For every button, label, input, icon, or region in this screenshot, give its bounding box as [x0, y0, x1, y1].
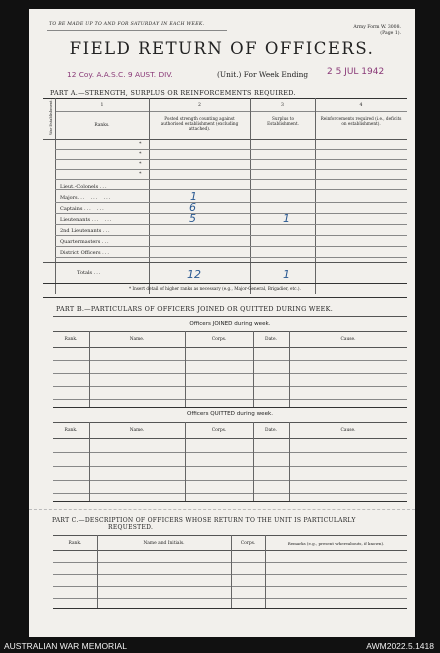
row-rule [53, 586, 407, 587]
col-line [149, 98, 150, 294]
posted-header: Posted strength counting against authorised establishment (excluding attached). [160, 116, 239, 131]
joined-title: Officers JOINED during week. [189, 321, 271, 327]
star-marker: * [139, 161, 142, 167]
rank-captains: Captains ... ... [60, 206, 105, 212]
unit-stamp: 12 Coy. A.A.S.C. 9 AUST. DIV. [67, 70, 173, 79]
partc-col-name: Name and Initials. [143, 541, 185, 546]
row-rule [55, 224, 407, 225]
joined-col-rank: Rank. [64, 337, 78, 342]
col-number: 2 [198, 103, 201, 108]
quitted-bottom-rule [53, 501, 407, 502]
partc-col-remarks: Remarks (e.g., present whereabouts, if known). [287, 541, 385, 546]
form-id [353, 25, 401, 37]
row-rule [53, 466, 407, 467]
rank-lieutenants: Lieutenants ... ... [60, 217, 113, 223]
joined-col-cause: Cause. [340, 337, 356, 342]
star-marker: * [139, 151, 142, 157]
part-c-top-rule [53, 535, 407, 536]
unit-label: (Unit.) For Week Ending [217, 70, 309, 79]
partc-col-corps: Corps. [240, 541, 256, 546]
footer-credit: AUSTRALIAN WAR MEMORIAL [4, 641, 127, 651]
posted-lieutenants: 5 [189, 212, 196, 225]
joined-col-name: Name. [129, 337, 145, 342]
part-c-heading: PART C.—DESCRIPTION OF OFFICERS WHOSE RETURN TO THE UNIT IS PARTICULARLY [52, 517, 356, 524]
form-number: Army Form W. 3008. [353, 25, 401, 30]
joined-col-date: Date. [265, 337, 277, 342]
fold-line [29, 509, 415, 510]
col-line [231, 535, 232, 608]
partc-header-rule [53, 550, 407, 551]
part-a-end-rule [43, 297, 407, 298]
col-number: 4 [359, 103, 363, 108]
header-bottom-rule [43, 139, 407, 140]
war-establishment-label: War Establishment. [49, 99, 53, 135]
rank-district-officers: District Officers ... [60, 250, 110, 256]
colnum-rule [55, 111, 407, 112]
row-rule [53, 386, 407, 387]
row-rule [55, 159, 407, 160]
surplus-lieutenants: 1 [283, 212, 290, 225]
posted-total: 12 [187, 268, 201, 281]
col-line [253, 331, 254, 407]
col-line [89, 331, 90, 407]
rank-label: District Officers [60, 250, 101, 256]
star-marker: * [139, 141, 142, 147]
quitted-col-cause: Cause. [340, 428, 356, 433]
col-number: 1 [100, 103, 104, 108]
quitted-col-rank: Rank. [64, 428, 78, 433]
header-rule [47, 30, 227, 31]
rank-label: 2nd Lieutenants [60, 228, 102, 234]
quitted-header-rule [53, 438, 407, 439]
quitted-title: Officers QUITTED during week. [186, 411, 274, 417]
ranks-header: Ranks. [94, 123, 110, 128]
archive-footer [0, 640, 440, 653]
row-rule [55, 257, 407, 258]
quitted-col-name: Name. [129, 428, 145, 433]
rank-label: Majors [60, 195, 78, 201]
date-stamp: 2 5 JUL 1942 [327, 67, 385, 77]
col-line [265, 535, 266, 608]
col-line [89, 422, 90, 501]
totals-bottom-rule [43, 283, 407, 284]
row-rule [55, 149, 407, 150]
star-marker: * [139, 171, 142, 177]
row-rule [55, 213, 407, 214]
row-rule [53, 373, 407, 374]
row-rule [55, 189, 407, 190]
rank-label: Lieutenants [60, 217, 91, 223]
col-line [185, 331, 186, 407]
rank-majors: Majors... ... ... [60, 195, 112, 201]
row-rule [55, 179, 407, 180]
col-line [315, 98, 316, 294]
row-rule [53, 562, 407, 563]
col-line [97, 535, 98, 608]
col-line [250, 98, 251, 294]
part-c-heading-2: REQUESTED. [108, 524, 154, 531]
surplus-total: 1 [283, 268, 290, 281]
posted-majors: 1 [190, 190, 197, 203]
rank-label: Quartermasters [60, 239, 101, 245]
part-a-top-rule [43, 98, 407, 99]
rank-quartermasters: Quartermasters ... [60, 239, 110, 245]
col-line [289, 331, 290, 407]
rank-label: Captains [60, 206, 83, 212]
form-title: FIELD RETURN OF OFFICERS. [69, 39, 375, 58]
rank-label: Lieut.-Colonels [60, 184, 99, 190]
row-rule [53, 399, 407, 400]
totals-text: Totals [77, 270, 93, 276]
row-rule [53, 493, 407, 494]
row-rule [53, 452, 407, 453]
totals-top-rule [43, 262, 407, 263]
page-number: (Page 1). [380, 31, 401, 36]
quitted-top-rule [53, 422, 407, 423]
instruction-text: TO BE MADE UP TO AND FOR SATURDAY IN EACH WEEK. [49, 22, 205, 27]
quitted-col-date: Date. [265, 428, 277, 433]
col-line [253, 422, 254, 501]
row-rule [55, 235, 407, 236]
row-rule [53, 598, 407, 599]
surplus-header: Surplus to Establishment. [267, 116, 299, 126]
reinforcements-header: Reinforcements required (i.e., deficits on establishment). [320, 116, 402, 126]
col-line [185, 422, 186, 501]
col-number: 3 [281, 103, 284, 108]
row-rule [53, 574, 407, 575]
footer-accession: AWM2022.5.1418 [366, 641, 434, 651]
part-a-footnote: * Insert detail of higher ranks as necessary (e.g., Major-General, Brigadier, etc.). [129, 286, 301, 291]
col-line [289, 422, 290, 501]
posted-captains: 6 [189, 201, 196, 214]
row-rule [53, 360, 407, 361]
joined-bottom-rule [53, 407, 407, 408]
part-b-rule [53, 316, 407, 317]
quitted-col-corps: Corps. [211, 428, 227, 433]
partc-col-rank: Rank. [68, 541, 82, 546]
rank-lieut-colonels: Lieut.-Colonels ... [60, 184, 108, 190]
joined-col-corps: Corps. [211, 337, 227, 342]
row-rule [55, 169, 407, 170]
part-a-heading: PART A.—STRENGTH, SURPLUS OR REINFORCEMENTS REQUIRED. [50, 89, 296, 97]
part-b-heading: PART B.—PARTICULARS OF OFFICERS JOINED OR QUITTED DURING WEEK. [56, 305, 334, 313]
rank-2nd-lieutenants: 2nd Lieutenants ... [60, 228, 111, 234]
row-rule [55, 202, 407, 203]
row-rule [53, 480, 407, 481]
partc-bottom-rule [53, 608, 407, 609]
form-sheet [29, 9, 415, 637]
joined-header-rule [53, 347, 407, 348]
joined-top-rule [53, 331, 407, 332]
row-rule [55, 246, 407, 247]
totals-label: Totals ... [77, 270, 102, 276]
war-establishment-header [41, 101, 55, 139]
